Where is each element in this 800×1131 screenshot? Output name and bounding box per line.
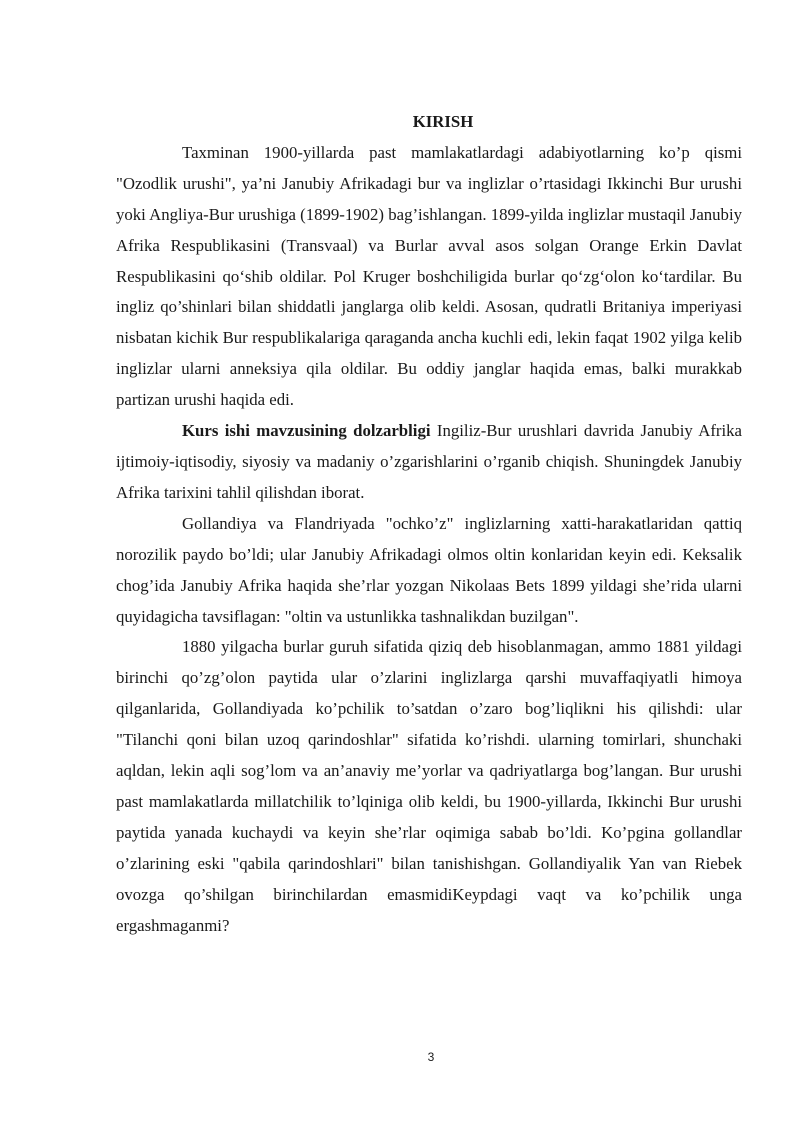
paragraph-text: 1880 yilgacha burlar guruh sifatida qiziq deb hisoblanmagan, ammo 1881 yildagi birinchi qo’zg’olon paytida ular o’zlarini inglizlarga qarshi muvaffaqiyatli himoya qilganlarida, Gollandiyada ko’pchilik to’satdan o’zaro bog’liqlikni his qilishdi: ular "Tilanchi qoni bilan uzoq qarindoshlar" sifatida ko’rishdi. ularning tomirlari, shunchaki aqldan, lekin aqli sog’lom va an’anaviy me’yorlar va qadriyatlarga bog’langan. Bur urushi past mamlakatlarda millatchilik to’lqiniga olib keldi, bu 1900-yillarda, Ikkinchi Bur urushi paytida yanada kuchaydi va keyin she’rlar oqimiga sabab bo’ldi. Ko’pgina gollandlar o’zlarining eski "qabila qarindoshlari" bilan tanishishgan. Gollandiyalik Yan van Riebek ovozga qo’shilgan birinchilardan emasmidiKeypdagi vaqt va ko’pchilik unga ergashmaganmi? xyxy=(116,637,742,935)
paragraph-text: Gollandiya va Flandriyada "ochko’z" inglizlarning xatti-harakatlaridan qattiq norozilik paydo bo’ldi; ular Janubiy Afrikadagi olmos oltin konlaridan keyin edi. Keksalik chog’ida Janubiy Afrika haqida she’rlar yozgan Nikolaas Bets 1899 yildagi she’rida ularni quyidagicha tavsiflagan: "oltin va ustunlikka tashnalikdan buzilgan". xyxy=(116,513,742,626)
page-number: 3 xyxy=(427,1050,435,1064)
paragraph-text: Ingiliz-Bur urushlari davrida Janubiy Afrika ijtimoiy-iqtisodiy, siyosiy va madaniy o’zgarishlarini o’rganib chiqish. Shuningdek Janubiy Afrika tarixini tahlil qilishdan iborat. xyxy=(116,421,742,502)
paragraph-text: Taxminan 1900-yillarda past mamlakatlardagi adabiyotlarning ko’p qismi "Ozodlik urushi", ya’ni Janubiy Afrikadagi bur va inglizlar o’rtasidagi Ikkinchi Bur urushi yoki Angliya-Bur urushiga (1899-1902) bag’ishlangan. 1899-yilda inglizlar mustaqil Janubiy Afrika Respublikasini (Transvaal) va Burlar avval asos solgan Orange Erkin Davlat Respublikasini qo‘shib oldilar. Pol Kruger boshchiligida burlar qo‘zg‘olon ko‘tardilar. Bu ingliz qo’shinlari bilan shiddatli janglarga olib keldi. Asosan, qudratli Britaniya imperiyasi nisbatan kichik Bur respublikalariga qaraganda ancha kuchli edi, lekin faqat 1902 yilga kelib inglizlar ularni anneksiya qila oldilar. Bu oddiy janglar haqida emas, balki murakkab partizan urushi haqida edi. xyxy=(116,142,742,410)
paragraph-lead: Kurs ishi mavzusining dolzarbligi xyxy=(182,421,431,441)
paragraph-intro xyxy=(116,138,742,416)
document-body xyxy=(116,107,742,941)
paragraph-relevance xyxy=(116,416,742,509)
paragraph-netherlands xyxy=(116,509,742,633)
paragraph-history xyxy=(116,632,742,941)
section-heading: KIRISH xyxy=(412,112,474,131)
